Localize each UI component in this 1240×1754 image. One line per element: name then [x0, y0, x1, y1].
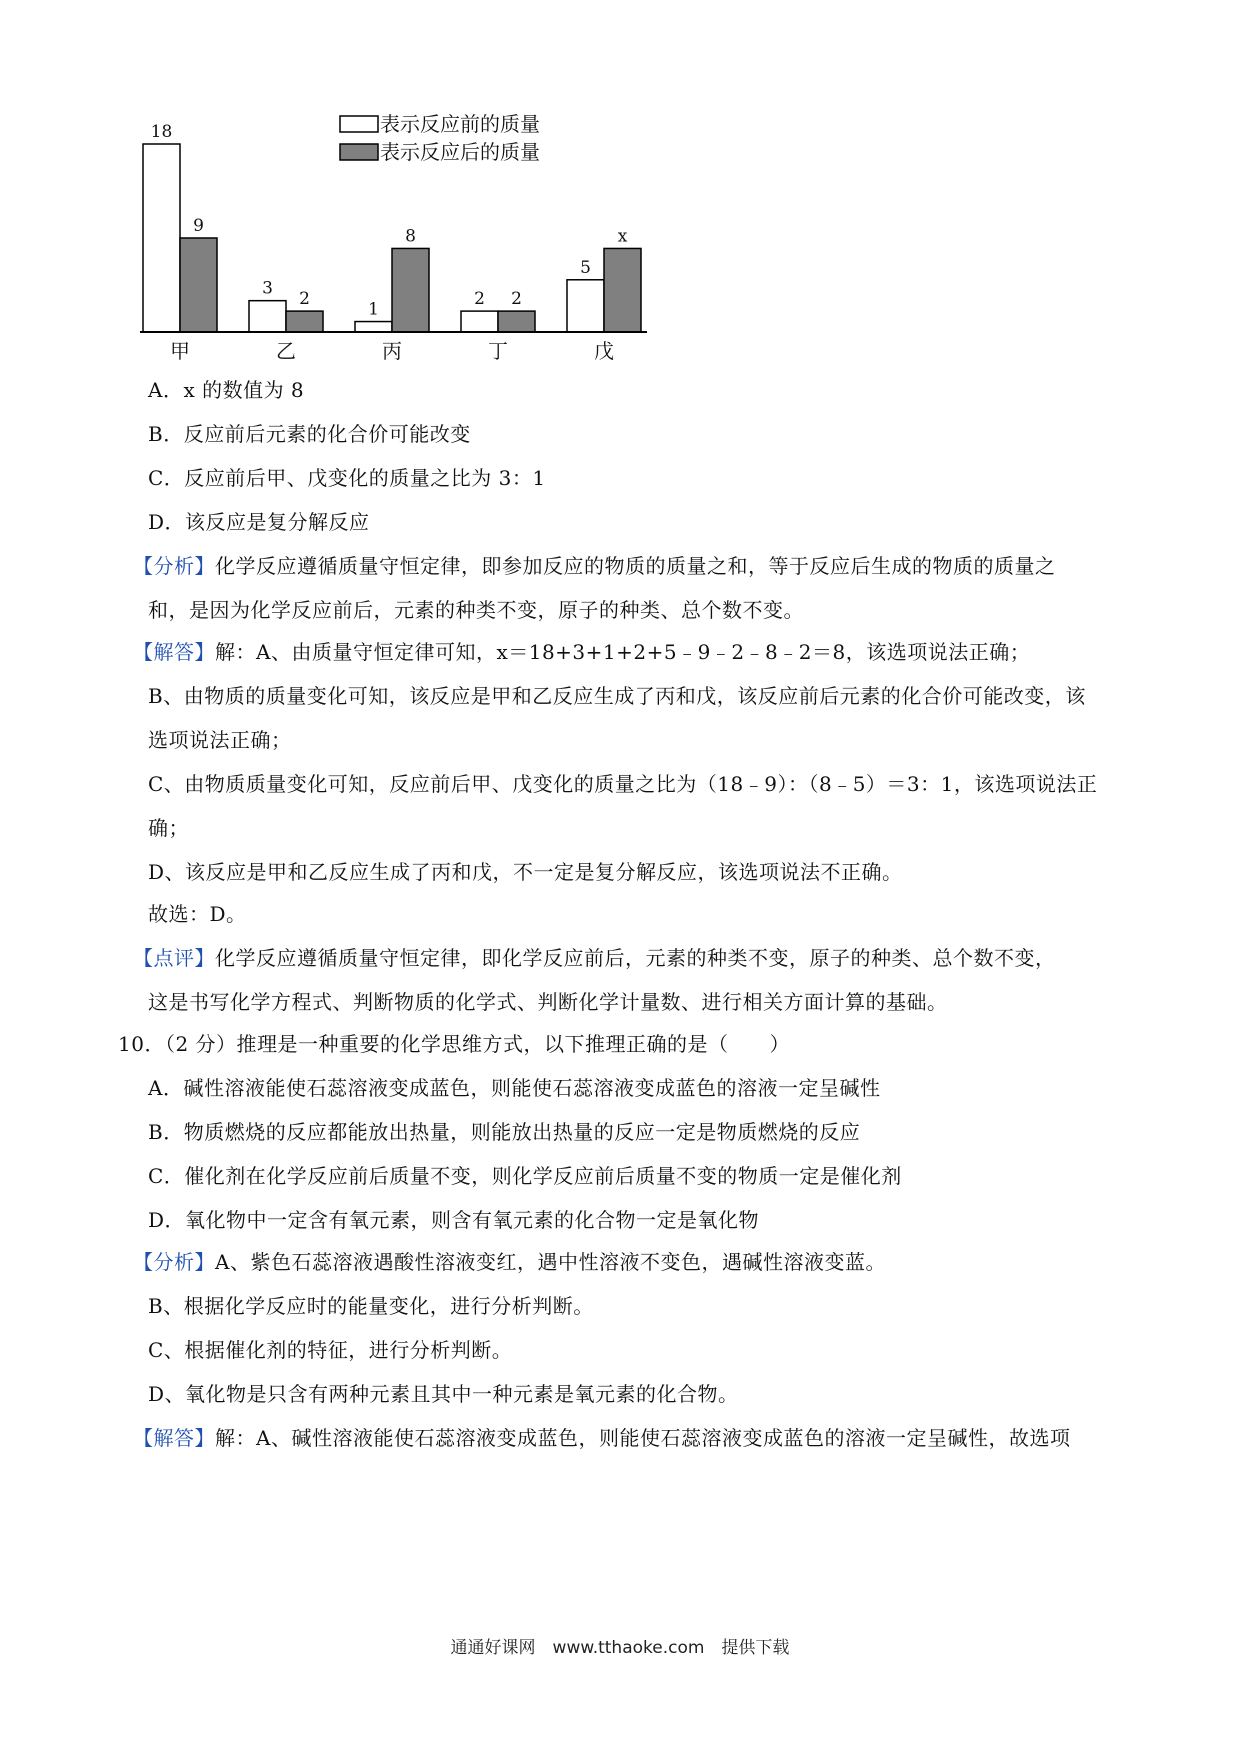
q9-comment-line-1	[133, 944, 1056, 972]
q10-answer-text-1: 解：A、碱性溶液能使石蕊溶液变成蓝色，则能使石蕊溶液变成蓝色的溶液一定呈碱性，故选项	[215, 1426, 1071, 1450]
q9-option-c: C．反应前后甲、戊变化的质量之比为 3：1	[148, 466, 546, 490]
q10-option-b: B．物质燃烧的反应都能放出热量，则能放出热量的反应一定是物质燃烧的反应	[148, 1120, 861, 1144]
q9-answer-text-7: 故选：D。	[148, 902, 247, 926]
bar-after-4	[604, 248, 641, 332]
q9-answer-text-5: 确；	[148, 816, 189, 840]
bar-label-after-3: 2	[511, 289, 522, 310]
bar-label-before-1: 3	[262, 278, 273, 299]
q10-analysis-text-2: B、根据化学反应时的能量变化，进行分析判断。	[148, 1294, 594, 1318]
bar-label-after-1: 2	[299, 289, 310, 310]
q10-analysis-tag: 【分析】	[133, 1250, 215, 1274]
q9-answer-line-1	[133, 638, 1030, 666]
bar-after-3	[498, 311, 535, 332]
category-label-4: 戊	[594, 339, 614, 363]
q10-analysis-text-3: C、根据催化剂的特征，进行分析判断。	[148, 1338, 513, 1362]
q9-answer-tag: 【解答】	[133, 640, 215, 664]
bar-label-after-0: 9	[193, 216, 204, 236]
bar-before-0	[143, 144, 180, 332]
bar-label-before-0: 18	[150, 122, 173, 142]
legend-label-1: 表示反应后的质量	[380, 140, 540, 164]
q10-option-c: C．催化剂在化学反应前后质量不变，则化学反应前后质量不变的物质一定是催化剂	[148, 1164, 902, 1188]
q9-option-b: B．反应前后元素的化合价可能改变	[148, 422, 471, 446]
category-label-3: 丁	[488, 339, 508, 363]
q9-answer-text-4: C、由物质质量变化可知，反应前后甲、戊变化的质量之比为（18﹣9）：（8﹣5）＝3：1，该选项说法正	[148, 772, 1098, 796]
q9-comment-text-1: 化学反应遵循质量守恒定律，即化学反应前后，元素的种类不变，原子的种类、总个数不变，	[215, 946, 1056, 970]
q9-analysis-line-1	[133, 552, 1056, 580]
bar-before-4	[567, 280, 604, 332]
bar-after-1	[286, 311, 323, 332]
q10-option-d: D．氧化物中一定含有氧元素，则含有氧元素的化合物一定是氧化物	[148, 1208, 760, 1232]
bar-before-3	[461, 311, 498, 332]
q9-comment-text-2: 这是书写化学方程式、判断物质的化学式、判断化学计量数、进行相关方面计算的基础。	[148, 990, 948, 1014]
q9-answer-text-3: 选项说法正确；	[148, 728, 292, 752]
q10-analysis-text-4: D、氧化物是只含有两种元素且其中一种元素是氧元素的化合物。	[148, 1382, 739, 1406]
category-label-0: 甲	[170, 339, 190, 363]
q9-answer-text-2: B、由物质的质量变化可知，该反应是甲和乙反应生成了丙和戊，该反应前后元素的化合价可能改变，该	[148, 684, 1086, 708]
legend-swatch-1	[340, 144, 378, 160]
q10-stem: 10．（2 分）推理是一种重要的化学思维方式，以下推理正确的是（ ）	[118, 1032, 791, 1056]
bar-label-before-2: 1	[368, 299, 379, 320]
bar-after-0	[180, 238, 217, 332]
q9-answer-text-1: 解：A、由质量守恒定律可知，x＝18+3+1+2+5﹣9﹣2﹣8﹣2＝8，该选项说法正确；	[215, 640, 1031, 664]
q9-comment-tag: 【点评】	[133, 946, 215, 970]
page-footer: 通通好课网 www.tthaoke.com 提供下载	[450, 1638, 790, 1658]
bar-before-2	[355, 322, 392, 332]
q9-analysis-text-2: 和，是因为化学反应前后，元素的种类不变，原子的种类、总个数不变。	[148, 598, 804, 622]
category-label-2: 丙	[382, 339, 402, 363]
legend-swatch-0	[340, 116, 378, 132]
q9-option-a: A．x 的数值为 8	[148, 378, 305, 402]
mass-bar-chart	[140, 110, 740, 410]
q10-answer-tag: 【解答】	[133, 1426, 215, 1450]
q10-option-a: A．碱性溶液能使石蕊溶液变成蓝色，则能使石蕊溶液变成蓝色的溶液一定呈碱性	[148, 1076, 881, 1100]
bar-label-before-4: 5	[580, 257, 591, 278]
q10-analysis-line-1	[133, 1248, 886, 1276]
q10-answer-line-1	[133, 1424, 1070, 1452]
q10-analysis-text-1: A、紫色石蕊溶液遇酸性溶液变红，遇中性溶液不变色，遇碱性溶液变蓝。	[215, 1250, 886, 1274]
bar-before-1	[249, 301, 286, 332]
q9-analysis-tag: 【分析】	[133, 554, 215, 578]
legend-label-0: 表示反应前的质量	[380, 112, 540, 136]
bar-label-after-2: 8	[405, 226, 416, 247]
bar-label-before-3: 2	[474, 289, 485, 310]
q9-option-d: D．该反应是复分解反应	[148, 510, 370, 534]
q9-answer-text-6: D、该反应是甲和乙反应生成了丙和戊，不一定是复分解反应，该选项说法不正确。	[148, 860, 903, 884]
bar-label-after-4: x	[617, 226, 628, 247]
bar-after-2	[392, 248, 429, 332]
category-label-1: 乙	[276, 339, 296, 363]
q9-analysis-text-1: 化学反应遵循质量守恒定律，即参加反应的物质的质量之和，等于反应后生成的物质的质量之	[215, 554, 1056, 578]
